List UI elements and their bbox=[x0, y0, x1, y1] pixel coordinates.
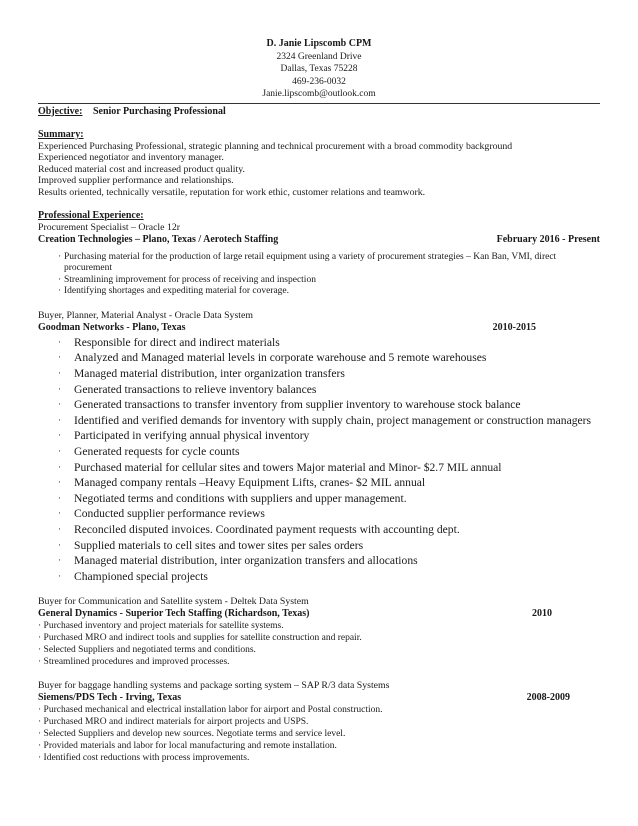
resume-page bbox=[38, 38, 600, 764]
objective-section bbox=[38, 106, 600, 117]
contact-header bbox=[38, 38, 600, 101]
list-item: · Streamlined procedures and improved processes. bbox=[38, 657, 230, 668]
list-item: · Identifying shortages and expediting material for coverage. bbox=[58, 286, 290, 297]
list-item: · Responsible for direct and indirect materials bbox=[58, 335, 280, 349]
summary-line: Results oriented, technically versatile, reputation for work ethic, customer relations and teamwork. bbox=[38, 186, 426, 198]
job-company-row bbox=[38, 692, 600, 704]
summary-line: Experienced negotiator and inventory manager. bbox=[38, 152, 224, 163]
list-item: · Participated in verifying annual physical inventory bbox=[58, 429, 310, 443]
job-dates: 2010-2015 bbox=[492, 321, 536, 333]
list-item: · Identified cost reductions with process improvements. bbox=[38, 753, 250, 764]
list-item: · Purchased mechanical and electrical installation labor for airport and Postal construction. bbox=[38, 705, 383, 716]
list-item: · Generated transactions to relieve inventory balances bbox=[58, 382, 317, 396]
list-item: · Selected Suppliers and develop new sources. Negotiate terms and service level. bbox=[38, 729, 346, 740]
job-bullets bbox=[38, 252, 600, 298]
list-item: · Managed material distribution, inter organization transfers and allocations bbox=[58, 554, 418, 568]
list-item: · Identified and verified demands for inventory with supply chain, project management or construction managers bbox=[58, 413, 592, 427]
job-company: Creation Technologies – Plano, Texas / Aerotech Staffing bbox=[38, 233, 279, 245]
list-item: · Managed company rentals –Heavy Equipment Lifts, cranes- $2 MIL annual bbox=[58, 476, 426, 490]
header-divider bbox=[38, 103, 600, 104]
objective-value: Senior Purchasing Professional bbox=[92, 105, 226, 117]
list-item: · Purchased MRO and indirect materials for airport projects and USPS. bbox=[38, 717, 309, 728]
job-role: Buyer, Planner, Material Analyst - Oracle Data System bbox=[38, 309, 253, 321]
job-company: General Dynamics - Superior Tech Staffing (Richardson, Texas) bbox=[38, 608, 310, 620]
list-item: · Streamlining improvement for process of receiving and inspection bbox=[58, 274, 316, 285]
objective-label: Objective: bbox=[38, 105, 83, 117]
summary-line: Reduced material cost and increased product quality. bbox=[38, 163, 245, 175]
job-role: Procurement Specialist – Oracle 12r bbox=[38, 222, 181, 233]
list-item: · Generated requests for cycle counts bbox=[58, 445, 240, 459]
list-item: · Generated transactions to transfer inventory from supplier inventory to warehouse stock balance bbox=[58, 398, 521, 412]
summary-section bbox=[38, 141, 600, 199]
job-bullets bbox=[38, 335, 600, 585]
email-address: Janie.lipscomb@outlook.com bbox=[262, 89, 376, 99]
job-dates: 2010 bbox=[532, 608, 552, 620]
list-item: · Conducted supplier performance reviews bbox=[58, 507, 265, 521]
list-item: · Selected Suppliers and negotiated terms and conditions. bbox=[38, 645, 256, 656]
job-goodman-networks bbox=[38, 310, 600, 585]
summary-line: Experienced Purchasing Professional, strategic planning and technical procurement with a broad commodity background bbox=[38, 140, 513, 152]
job-company-row bbox=[38, 608, 600, 620]
job-role: Buyer for Communication and Satellite system - Deltek Data System bbox=[38, 596, 309, 608]
job-role: Buyer for baggage handling systems and package sorting system – SAP R/3 data Systems bbox=[38, 680, 390, 692]
list-item: · Analyzed and Managed material levels in corporate warehouse and 5 remote warehouses bbox=[58, 351, 487, 365]
list-item: · Purchased material for cellular sites and towers Major material and Minor- $2.7 MIL annual bbox=[58, 460, 502, 474]
experience-title: Professional Experience: bbox=[38, 210, 144, 221]
job-dates: February 2016 - Present bbox=[496, 233, 600, 245]
list-item: · Managed material distribution, inter organization transfers bbox=[58, 367, 345, 381]
job-siemens bbox=[38, 680, 600, 764]
job-company: Siemens/PDS Tech - Irving, Texas bbox=[38, 692, 182, 704]
summary-title: Summary: bbox=[38, 128, 84, 140]
list-item: · Supplied materials to cell sites and tower sites per sales orders bbox=[58, 538, 364, 552]
job-dates: 2008-2009 bbox=[526, 692, 570, 704]
address-line-2: Dallas, Texas 75228 bbox=[280, 64, 358, 74]
list-item: · Provided materials and labor for local manufacturing and remote installation. bbox=[38, 741, 337, 752]
phone-number: 469-236-0032 bbox=[292, 76, 346, 87]
job-company-row bbox=[38, 322, 600, 334]
list-item: · Reconciled disputed invoices. Coordinated payment requests with accounting dept. bbox=[58, 523, 460, 536]
list-item: · Purchased inventory and project materials for satellite systems. bbox=[38, 621, 284, 632]
job-general-dynamics bbox=[38, 596, 600, 668]
job-company-row bbox=[38, 234, 600, 246]
candidate-name: D. Janie Lipscomb CPM bbox=[266, 38, 372, 49]
list-item: · Purchasing material for the production of large retail equipment using a variety of procurement strategies – Kan Ban, VMI, direct procurement bbox=[58, 251, 557, 274]
address-line-1: 2324 Greenland Drive bbox=[276, 51, 362, 62]
job-creation-technologies bbox=[38, 222, 600, 298]
list-item: · Negotiated terms and conditions with suppliers and upper management. bbox=[58, 491, 407, 505]
job-company: Goodman Networks - Plano, Texas bbox=[38, 321, 186, 333]
list-item: · Championed special projects bbox=[58, 569, 208, 583]
list-item: · Purchased MRO and indirect tools and supplies for satellite construction and repair. bbox=[38, 633, 362, 644]
summary-line: Improved supplier performance and relationships. bbox=[38, 175, 234, 186]
